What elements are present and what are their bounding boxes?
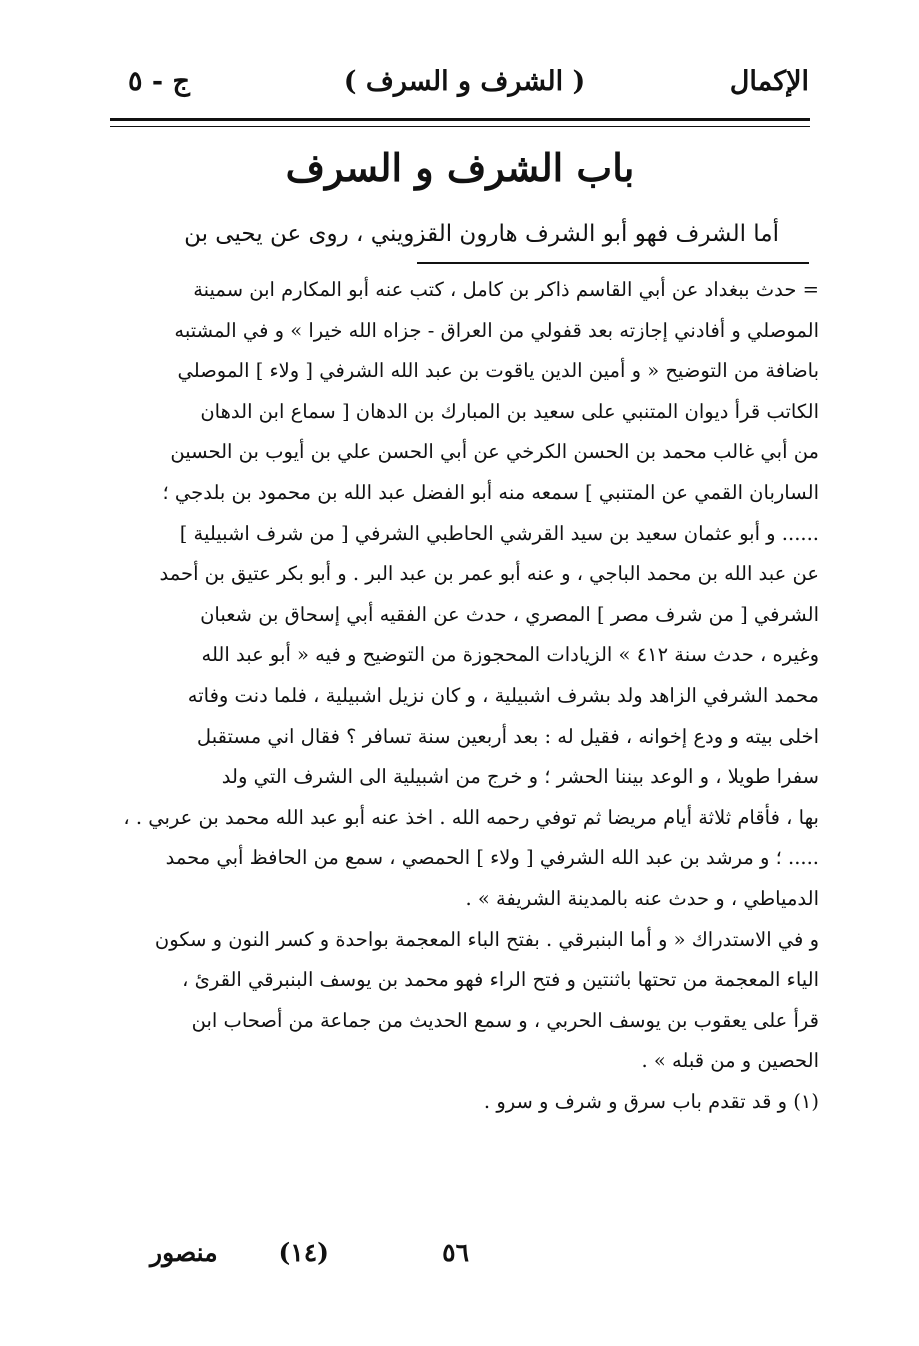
page-footer [120,1238,799,1278]
footnotes [107,270,819,1122]
volume-label: ج - ٥ [128,66,190,97]
publisher-name: منصور [150,1238,218,1267]
footnote-separator [417,262,809,264]
footnote-line: ...... و أبو عثمان سعيد بن سيد القرشي الحاطبي الشرفي [ من شرف اشبيلية ] [179,521,819,545]
footnote-line: الدمياطي ، و حدث عنه بالمدينة الشريفة » . [465,886,819,910]
footnote-line: الحصين و من قبله » . [641,1049,819,1073]
footnote-line: الموصلي و أفادني إجازته بعد قفولي من العراق - جزاه الله خيرا » و في المشتبه [174,318,819,342]
footnote-line: قرأ على يعقوب بن يوسف الحربي ، و سمع الحديث من جماعة من أصحاب ابن [191,1008,819,1032]
footnote-line: من أبي غالب محمد بن الحسن الكرخي عن أبي الحسن علي بن أيوب بن الحسين [170,440,819,464]
main-text [109,212,809,256]
footnote-line: باضافة من التوضيح « و أمين الدين ياقوت بن عبد الله الشرفي [ ولاء ] الموصلي [177,359,819,383]
footnote-line: محمد الشرفي الزاهد ولد بشرف اشبيلية ، و كان نزيل اشبيلية ، فلما دنت وفاته [187,683,819,707]
footnote-line: سفرا طويلا ، و الوعد بيننا الحشر ؛ و خرج من اشبيلية الى الشرف التي ولد [221,765,819,789]
running-head [120,62,809,106]
main-paragraph: أما الشرف فهو أبو الشرف هارون القزويني ، روى عن يحيى بن [184,221,779,247]
book-title: الإكمال [729,66,809,97]
page-number: ٥٦ [442,1238,469,1267]
footnote-line: الياء المعجمة من تحتها باثنتين و فتح الراء فهو محمد بن يوسف البنبرقي القرئ ، [182,968,819,992]
chapter-title: باب الشرف و السرف [285,145,635,190]
footnote-line: الكاتب قرأ ديوان المتنبي على سعيد بن المبارك بن الدهان [ سماع ابن الدهان [200,399,819,423]
footnote-line: اخلى بيته و ودع إخوانه ، فقيل له : بعد أربعين سنة تسافر ؟ فقال اني مستقبل [196,724,819,748]
footnote-line: = حدث ببغداد عن أبي القاسم ذاكر بن كامل ، كتب عنه أبو المكارم ابن سمينة [193,278,819,301]
footnote-line: (١) و قد تقدم باب سرق و شرف و سرو . [483,1089,819,1113]
header-rule-thick [110,118,810,121]
footnote-line: عن عبد الله بن محمد الباجي ، و عنه أبو عمر بن عبد البر . و أبو بكر عتيق بن أحمد [159,562,819,586]
footnote-line: ..... ؛ و مرشد بن عبد الله الشرفي [ ولاء ] الحمصي ، سمع من الحافظ أبي محمد [165,846,819,870]
footnote-line: بها ، فأقام ثلاثة أيام مريضا ثم توفي رحمه الله . اخذ عنه أبو عبد الله محمد بن عربي . ، [123,805,819,829]
signature-number: (١٤) [278,1238,329,1267]
section-title: ( الشرف و السرف ) [343,66,586,97]
header-rule-thin [110,126,810,127]
footnote-line: الساربان القمي عن المتنبي ] سمعه منه أبو الفضل عبد الله بن محمود بن بلدجي ؛ [162,480,819,504]
footnote-line: الشرفي [ من شرف مصر ] المصري ، حدث عن الفقيه أبي إسحاق بن شعبان [200,602,819,626]
footnote-line: وغيره ، حدث سنة ٤١٢ » الزيادات المحجوزة من التوضيح و فيه « أبو عبد الله [201,643,819,667]
footnote-line: و في الاستدراك « و أما البنبرقي . بفتح الباء المعجمة بواحدة و كسر النون و سكون [154,927,819,951]
